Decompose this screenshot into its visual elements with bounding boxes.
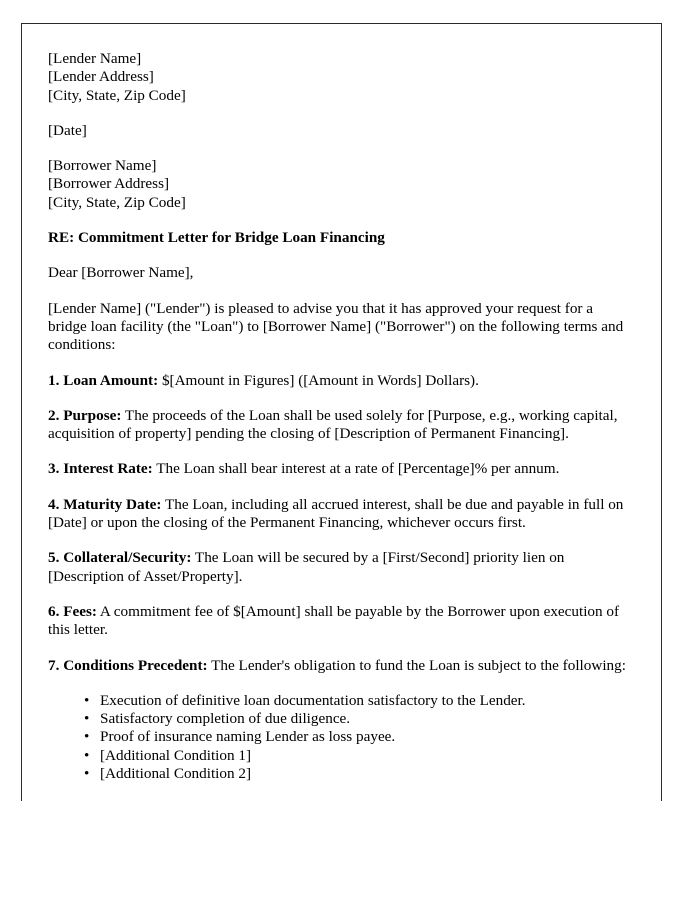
letter-body xyxy=(48,50,631,783)
term-fees xyxy=(48,603,631,640)
term-purpose-label: 2. Purpose: xyxy=(48,406,122,424)
list-item: • [Additional Condition 2] xyxy=(100,765,631,783)
list-item: • Execution of definitive loan documentation satisfactory to the Lender. xyxy=(100,692,631,710)
term-conditions-precedent xyxy=(48,657,631,675)
lender-address-block xyxy=(48,50,631,105)
salutation: Dear [Borrower Name], xyxy=(48,264,194,282)
term-fees-label: 6. Fees: xyxy=(48,602,97,620)
term-interest-rate-label: 3. Interest Rate: xyxy=(48,460,153,478)
term-maturity-date xyxy=(48,496,631,533)
term-interest-rate xyxy=(48,460,631,478)
list-item: • Proof of insurance naming Lender as loss payee. xyxy=(100,728,631,746)
date-line: [Date] xyxy=(48,121,87,139)
term-fees-text: A commitment fee of $[Amount] shall be payable by the Borrower upon execution of this letter. xyxy=(48,602,620,639)
term-purpose-text: The proceeds of the Loan shall be used solely for [Purpose, e.g., working capital, acquisition of property] pending the closing of [Description of Permanent Financing]. xyxy=(48,406,618,443)
term-loan-amount-text: $[Amount in Figures] ([Amount in Words] Dollars). xyxy=(158,371,479,389)
term-conditions-precedent-label: 7. Conditions Precedent: xyxy=(48,656,208,674)
term-loan-amount-label: 1. Loan Amount: xyxy=(48,371,159,389)
term-maturity-date-text: The Loan, including all accrued interest, shall be due and payable in full on [Date] or upon the closing of the Permanent Financing, whichever occurs first. xyxy=(48,495,624,532)
list-item: • Satisfactory completion of due diligence. xyxy=(100,710,631,728)
term-collateral-security-label: 5. Collateral/Security: xyxy=(48,549,192,567)
conditions-precedent-list xyxy=(48,692,631,783)
term-interest-rate-text: The Loan shall bear interest at a rate of [Percentage]% per annum. xyxy=(152,460,560,478)
term-maturity-date-label: 4. Maturity Date: xyxy=(48,495,162,513)
term-conditions-precedent-text: The Lender's obligation to fund the Loan is subject to the following: xyxy=(207,656,626,674)
term-collateral-security-text: The Loan will be secured by a [First/Second] priority lien on [Description of Asset/Property]. xyxy=(48,549,565,585)
borrower-city-state-zip-line: [City, State, Zip Code] xyxy=(48,193,186,211)
lender-city-state-zip-line: [City, State, Zip Code] xyxy=(48,86,186,104)
lender-name-line: [Lender Name] xyxy=(48,50,142,67)
borrower-name-line: [Borrower Name] xyxy=(48,157,157,175)
date-block xyxy=(48,122,631,140)
subject-line: RE: Commitment Letter for Bridge Loan Financing xyxy=(48,229,385,247)
term-collateral-security xyxy=(48,549,631,586)
document-page xyxy=(21,23,662,801)
term-purpose xyxy=(48,407,631,444)
intro-paragraph: [Lender Name] ("Lender") is pleased to advise you that it has approved your request for a bridge loan facility (the "Loan") to [Borrower Name] ("Borrower") on the following terms and conditions: xyxy=(48,299,624,354)
borrower-address-line: [Borrower Address] xyxy=(48,175,170,193)
term-loan-amount xyxy=(48,372,631,390)
lender-address-line: [Lender Address] xyxy=(48,68,154,86)
borrower-address-block xyxy=(48,157,631,212)
list-item: • [Additional Condition 1] xyxy=(100,747,631,765)
